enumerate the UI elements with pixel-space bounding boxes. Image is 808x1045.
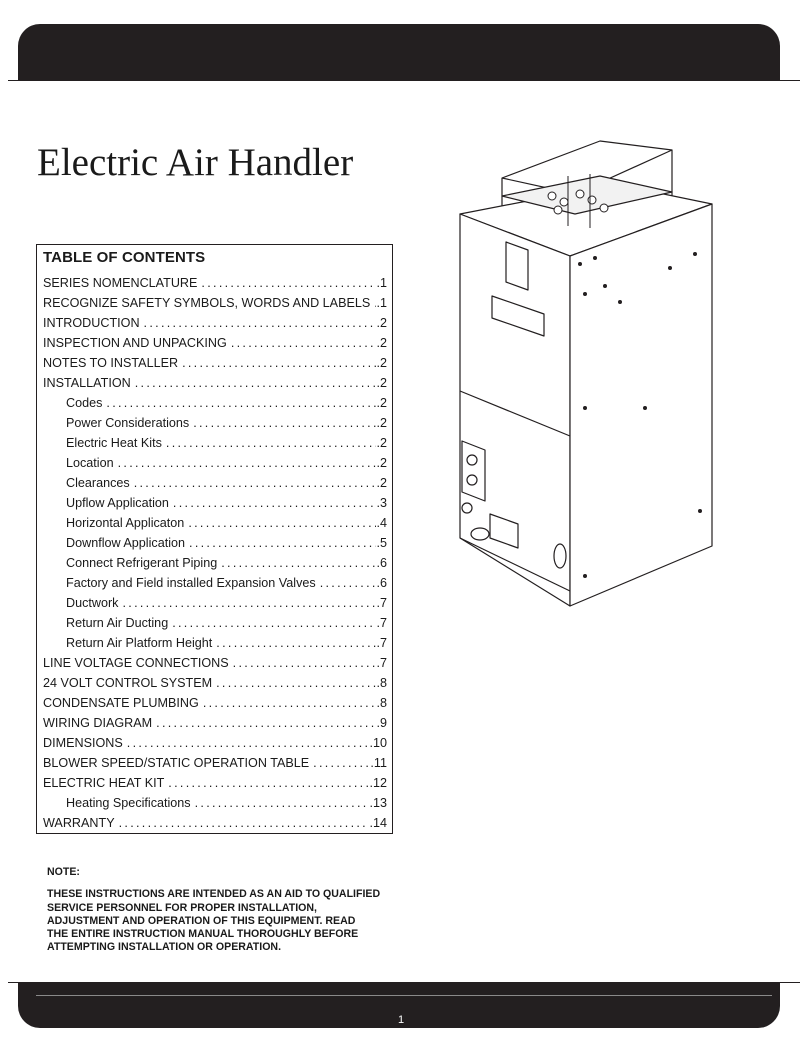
toc-dot-leader — [140, 316, 377, 330]
toc-dot-leader — [184, 516, 376, 530]
toc-entry-label: INSPECTION AND UNPACKING — [43, 336, 227, 350]
installer-note — [47, 866, 417, 955]
toc-subentry[interactable] — [43, 516, 387, 536]
toc-entry-label: WARRANTY — [43, 816, 115, 830]
toc-entry-label: Downflow Application — [66, 536, 186, 550]
toc-dot-leader — [227, 336, 377, 350]
toc-entry-label: Return Air Platform Height — [66, 636, 213, 650]
toc-dot-leader — [197, 276, 376, 290]
toc-entry[interactable] — [43, 736, 387, 756]
cabinet-side — [570, 204, 712, 606]
toc-dot-leader — [185, 536, 376, 550]
toc-entry-label: Ductwork — [66, 596, 119, 610]
toc-entry-page: .2 — [376, 396, 387, 410]
toc-entry[interactable] — [43, 336, 387, 356]
toc-entry-label: Connect Refrigerant Piping — [66, 556, 218, 570]
toc-entry-page: .2 — [376, 376, 387, 390]
toc-entry-page: .2 — [376, 416, 387, 430]
toc-entry-label: RECOGNIZE SAFETY SYMBOLS, WORDS AND LABELS — [43, 296, 371, 310]
toc-entry-page: .2 — [376, 316, 387, 330]
toc-subentry[interactable] — [43, 416, 387, 436]
toc-dot-leader — [168, 616, 376, 630]
toc-entry-page: .6 — [376, 556, 387, 570]
page-title: Electric Air Handler — [37, 141, 354, 184]
drain-outlet — [471, 528, 489, 540]
toc-dot-leader — [114, 456, 377, 470]
toc-entry-page: .12 — [369, 776, 387, 790]
toc-entry-page: .7 — [376, 616, 387, 630]
toc-entry-label: ELECTRIC HEAT KIT — [43, 776, 165, 790]
toc-entry-page: .8 — [376, 676, 387, 690]
toc-dot-leader — [164, 776, 369, 790]
toc-dot-leader — [212, 636, 376, 650]
toc-entry-page: .2 — [376, 456, 387, 470]
toc-entry-page: .2 — [376, 436, 387, 450]
toc-dot-leader — [199, 696, 377, 710]
toc-entry-label: Power Considerations — [66, 416, 190, 430]
toc-entry-page: .13 — [369, 796, 387, 810]
toc-dot-leader — [316, 576, 377, 590]
header-bar — [18, 24, 780, 81]
toc-entry-label: DIMENSIONS — [43, 736, 123, 750]
toc-entry-page: .14 — [369, 816, 387, 830]
toc-entry[interactable] — [43, 656, 387, 676]
toc-entry-page: .11 — [370, 756, 387, 770]
toc-entry[interactable] — [43, 316, 387, 336]
toc-entry-label: LINE VOLTAGE CONNECTIONS — [43, 656, 229, 670]
toc-dot-leader — [123, 736, 370, 750]
toc-entry-label: Upflow Application — [66, 496, 169, 510]
toc-list — [43, 276, 387, 836]
toc-subentry[interactable] — [43, 436, 387, 456]
toc-dot-leader — [212, 676, 376, 690]
toc-subentry[interactable] — [43, 576, 387, 596]
toc-subentry[interactable] — [43, 596, 387, 616]
note-line: ATTEMPTING INSTALLATION OR OPERATION. — [47, 941, 282, 954]
toc-dot-leader — [217, 556, 376, 570]
toc-subentry[interactable] — [43, 396, 387, 416]
toc-entry[interactable] — [43, 296, 387, 316]
label-plate — [506, 242, 528, 290]
toc-subentry[interactable] — [43, 476, 387, 496]
toc-dot-leader — [309, 756, 370, 770]
toc-dot-leader — [162, 436, 377, 450]
toc-entry-label: Heating Specifications — [66, 796, 191, 810]
toc-dot-leader — [102, 396, 376, 410]
toc-dot-leader — [118, 596, 376, 610]
toc-entry[interactable] — [43, 756, 387, 776]
note-line: ADJUSTMENT AND OPERATION OF THIS EQUIPMENT. READ — [47, 914, 356, 927]
toc-entry[interactable] — [43, 716, 387, 736]
toc-subentry[interactable] — [43, 536, 387, 556]
toc-subentry[interactable] — [43, 616, 387, 636]
toc-entry-page: .7 — [376, 596, 387, 610]
toc-subentry[interactable] — [43, 636, 387, 656]
toc-subentry[interactable] — [43, 796, 387, 816]
table-of-contents — [36, 244, 393, 834]
toc-entry[interactable] — [43, 676, 387, 696]
toc-entry-label: INTRODUCTION — [43, 316, 140, 330]
toc-entry-label: Electric Heat Kits — [66, 436, 162, 450]
toc-entry-page: .1 — [376, 276, 387, 290]
knockout — [554, 544, 566, 568]
toc-dot-leader — [191, 796, 370, 810]
suction-port — [467, 455, 477, 465]
air-handler-illustration — [440, 136, 720, 616]
toc-entry-page: .7 — [376, 636, 387, 650]
toc-dot-leader — [178, 356, 376, 370]
toc-subentry[interactable] — [43, 496, 387, 516]
toc-entry-page: .10 — [369, 736, 387, 750]
toc-entry-page: .5 — [376, 536, 387, 550]
toc-entry[interactable] — [43, 376, 387, 396]
note-line: THESE INSTRUCTIONS ARE INTENDED AS AN AID TO QUALIFIED — [47, 888, 381, 901]
toc-entry-label: CONDENSATE PLUMBING — [43, 696, 199, 710]
toc-entry-page: .2 — [376, 336, 387, 350]
toc-subentry[interactable] — [43, 456, 387, 476]
toc-entry-page: .7 — [376, 656, 387, 670]
toc-entry-page: .1 — [376, 296, 387, 310]
toc-entry-label: Location — [66, 456, 114, 470]
toc-entry-label: Factory and Field installed Expansion Valves — [66, 576, 316, 590]
toc-dot-leader — [152, 716, 376, 730]
toc-dot-leader — [229, 656, 377, 670]
toc-entry-label: INSTALLATION — [43, 376, 131, 390]
toc-entry-page: .3 — [376, 496, 387, 510]
toc-entry[interactable] — [43, 776, 387, 796]
toc-subentry[interactable] — [43, 556, 387, 576]
toc-heading: TABLE OF CONTENTS — [43, 249, 206, 266]
drain-port — [462, 503, 472, 513]
liquid-port — [467, 475, 477, 485]
toc-entry-label: SERIES NOMENCLATURE — [43, 276, 198, 290]
header-rule — [8, 80, 800, 81]
footer-inner-rule — [36, 995, 772, 996]
toc-entry-page: .6 — [376, 576, 387, 590]
toc-dot-leader — [169, 496, 377, 510]
toc-dot-leader — [189, 416, 376, 430]
toc-dot-leader — [115, 816, 370, 830]
toc-entry-page: .4 — [376, 516, 387, 530]
toc-entry-label: Horizontal Applicaton — [66, 516, 185, 530]
toc-dot-leader — [131, 376, 377, 390]
toc-entry-label: Return Air Ducting — [66, 616, 169, 630]
toc-entry-page: .2 — [376, 356, 387, 370]
note-line: SERVICE PERSONNEL FOR PROPER INSTALLATION, — [47, 901, 317, 914]
toc-entry-label: 24 VOLT CONTROL SYSTEM — [43, 676, 213, 690]
toc-entry-label: Codes — [66, 396, 103, 410]
toc-dot-leader — [130, 476, 377, 490]
toc-entry[interactable] — [43, 816, 387, 836]
toc-entry-label: WIRING DIAGRAM — [43, 716, 153, 730]
toc-entry[interactable] — [43, 356, 387, 376]
toc-entry[interactable] — [43, 696, 387, 716]
note-line: THE ENTIRE INSTRUCTION MANUAL THOROUGHLY BEFORE — [47, 928, 359, 941]
refrigerant-connections — [462, 441, 485, 501]
toc-entry[interactable] — [43, 276, 387, 296]
note-label: NOTE: — [47, 866, 80, 878]
toc-entry-label: BLOWER SPEED/STATIC OPERATION TABLE — [43, 756, 310, 770]
toc-entry-page: .9 — [376, 716, 387, 730]
toc-entry-label: NOTES TO INSTALLER — [43, 356, 179, 370]
page-number: 1 — [398, 1014, 405, 1026]
toc-entry-page: .8 — [376, 696, 387, 710]
toc-entry-label: Clearances — [66, 476, 130, 490]
toc-entry-page: .2 — [376, 476, 387, 490]
